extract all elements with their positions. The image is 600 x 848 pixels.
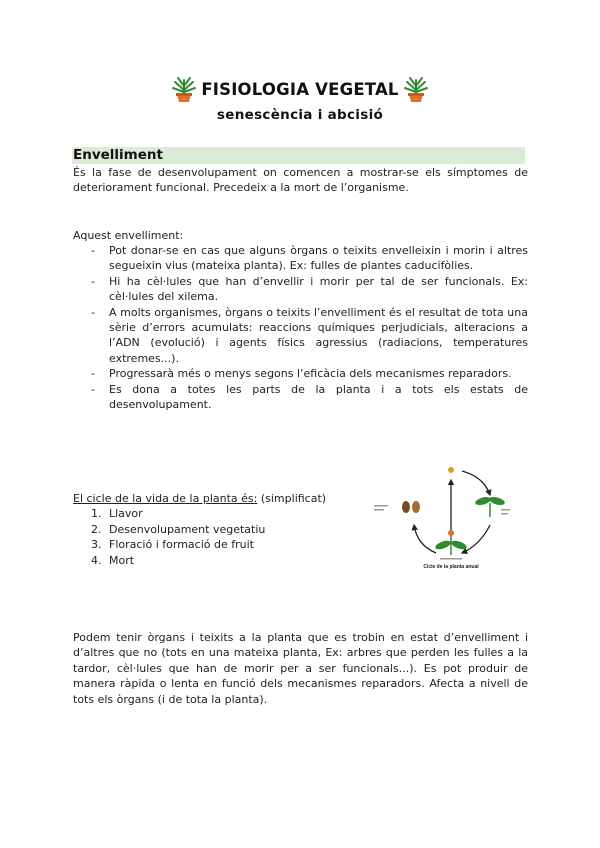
list-item: 3. Floració i formació de fruit — [91, 538, 254, 552]
dash-marker: - — [91, 367, 95, 381]
dash-marker: - — [91, 244, 95, 257]
flowering-plant-icon — [434, 530, 467, 560]
dash-marker: - — [91, 382, 95, 396]
intro-paragraph: És la fase de desenvolupament on comencen a mostrar-se els símptomes de deteriorament funcional. Precedeix a la mort de l’organisme. — [73, 166, 528, 195]
cycle-arrow — [414, 525, 436, 553]
list-intro: Aquest envelliment: — [73, 229, 184, 242]
list-item: 1. Llavor — [91, 507, 143, 520]
cycle-heading: El cicle de la vida de la planta és: (simplificat) — [73, 492, 327, 505]
list-item: - A molts organismes, òrgans o teixits l’envelliment és el resultat de tota una sèrie d’errors acumulats: reaccions químiques perjudicials, alteracions a l’ADN (evolució) i agents físics agressius (radiacions, temperatures extremes...). — [91, 305, 528, 365]
closing-paragraph: Podem tenir òrgans i teixits a la planta que es trobin en estat d’envelliment i d’altres que no (tots en una mateixa planta, Ex: arbres que perden les fulles a la tardor, cèl·lules que han de morir per a ser funcionals...). Es pot produir de manera ràpida o lenta en funció dels mecanismes reparadors. Afecta a nivell de tots els òrgans (i de tota la planta). — [73, 631, 528, 706]
section-heading: Envelliment — [72, 147, 525, 164]
cycle-arrow — [462, 525, 490, 553]
list-item: 2. Desenvolupament vegetatiu — [91, 522, 266, 536]
list-item: - Progressarà més o menys segons l’eficàcia dels mecanismes reparadors. — [91, 367, 512, 381]
seed-icon — [448, 467, 454, 473]
potted-plant-icon — [169, 74, 199, 104]
cycle-arrow — [462, 471, 490, 495]
seedling-icon — [474, 496, 510, 517]
plant-life-cycle-diagram — [362, 455, 512, 580]
page-subtitle: senescència i abcisió — [216, 107, 384, 123]
dash-marker: - — [91, 274, 95, 288]
page-title: FISIOLOGIA VEGETAL — [201, 79, 399, 99]
list-item: - Hi ha cèl·lules que han d’envellir i morir per tal de ser funcionals. Ex: cèl·lules del xilema. — [91, 274, 528, 304]
dash-marker: - — [91, 305, 95, 319]
list-item: 4. Mort — [91, 553, 135, 567]
potted-plant-icon — [401, 74, 431, 104]
list-item: - Pot donar-se en cas que alguns òrgans o teixits envelleixin i morin i altres segueixin vius (mateixa planta). Ex: fulles de plantes caducifòlies. — [91, 244, 528, 273]
diagram-caption: Cicle de la planta anual — [423, 564, 479, 570]
aging-bullet-list — [91, 243, 528, 412]
title-row — [0, 74, 600, 104]
seed-pod-icon — [374, 501, 420, 513]
cycle-steps-list — [91, 506, 265, 568]
list-item: - Es dona a totes les parts de la planta i a tots els estats de desenvolupament. — [91, 382, 528, 412]
